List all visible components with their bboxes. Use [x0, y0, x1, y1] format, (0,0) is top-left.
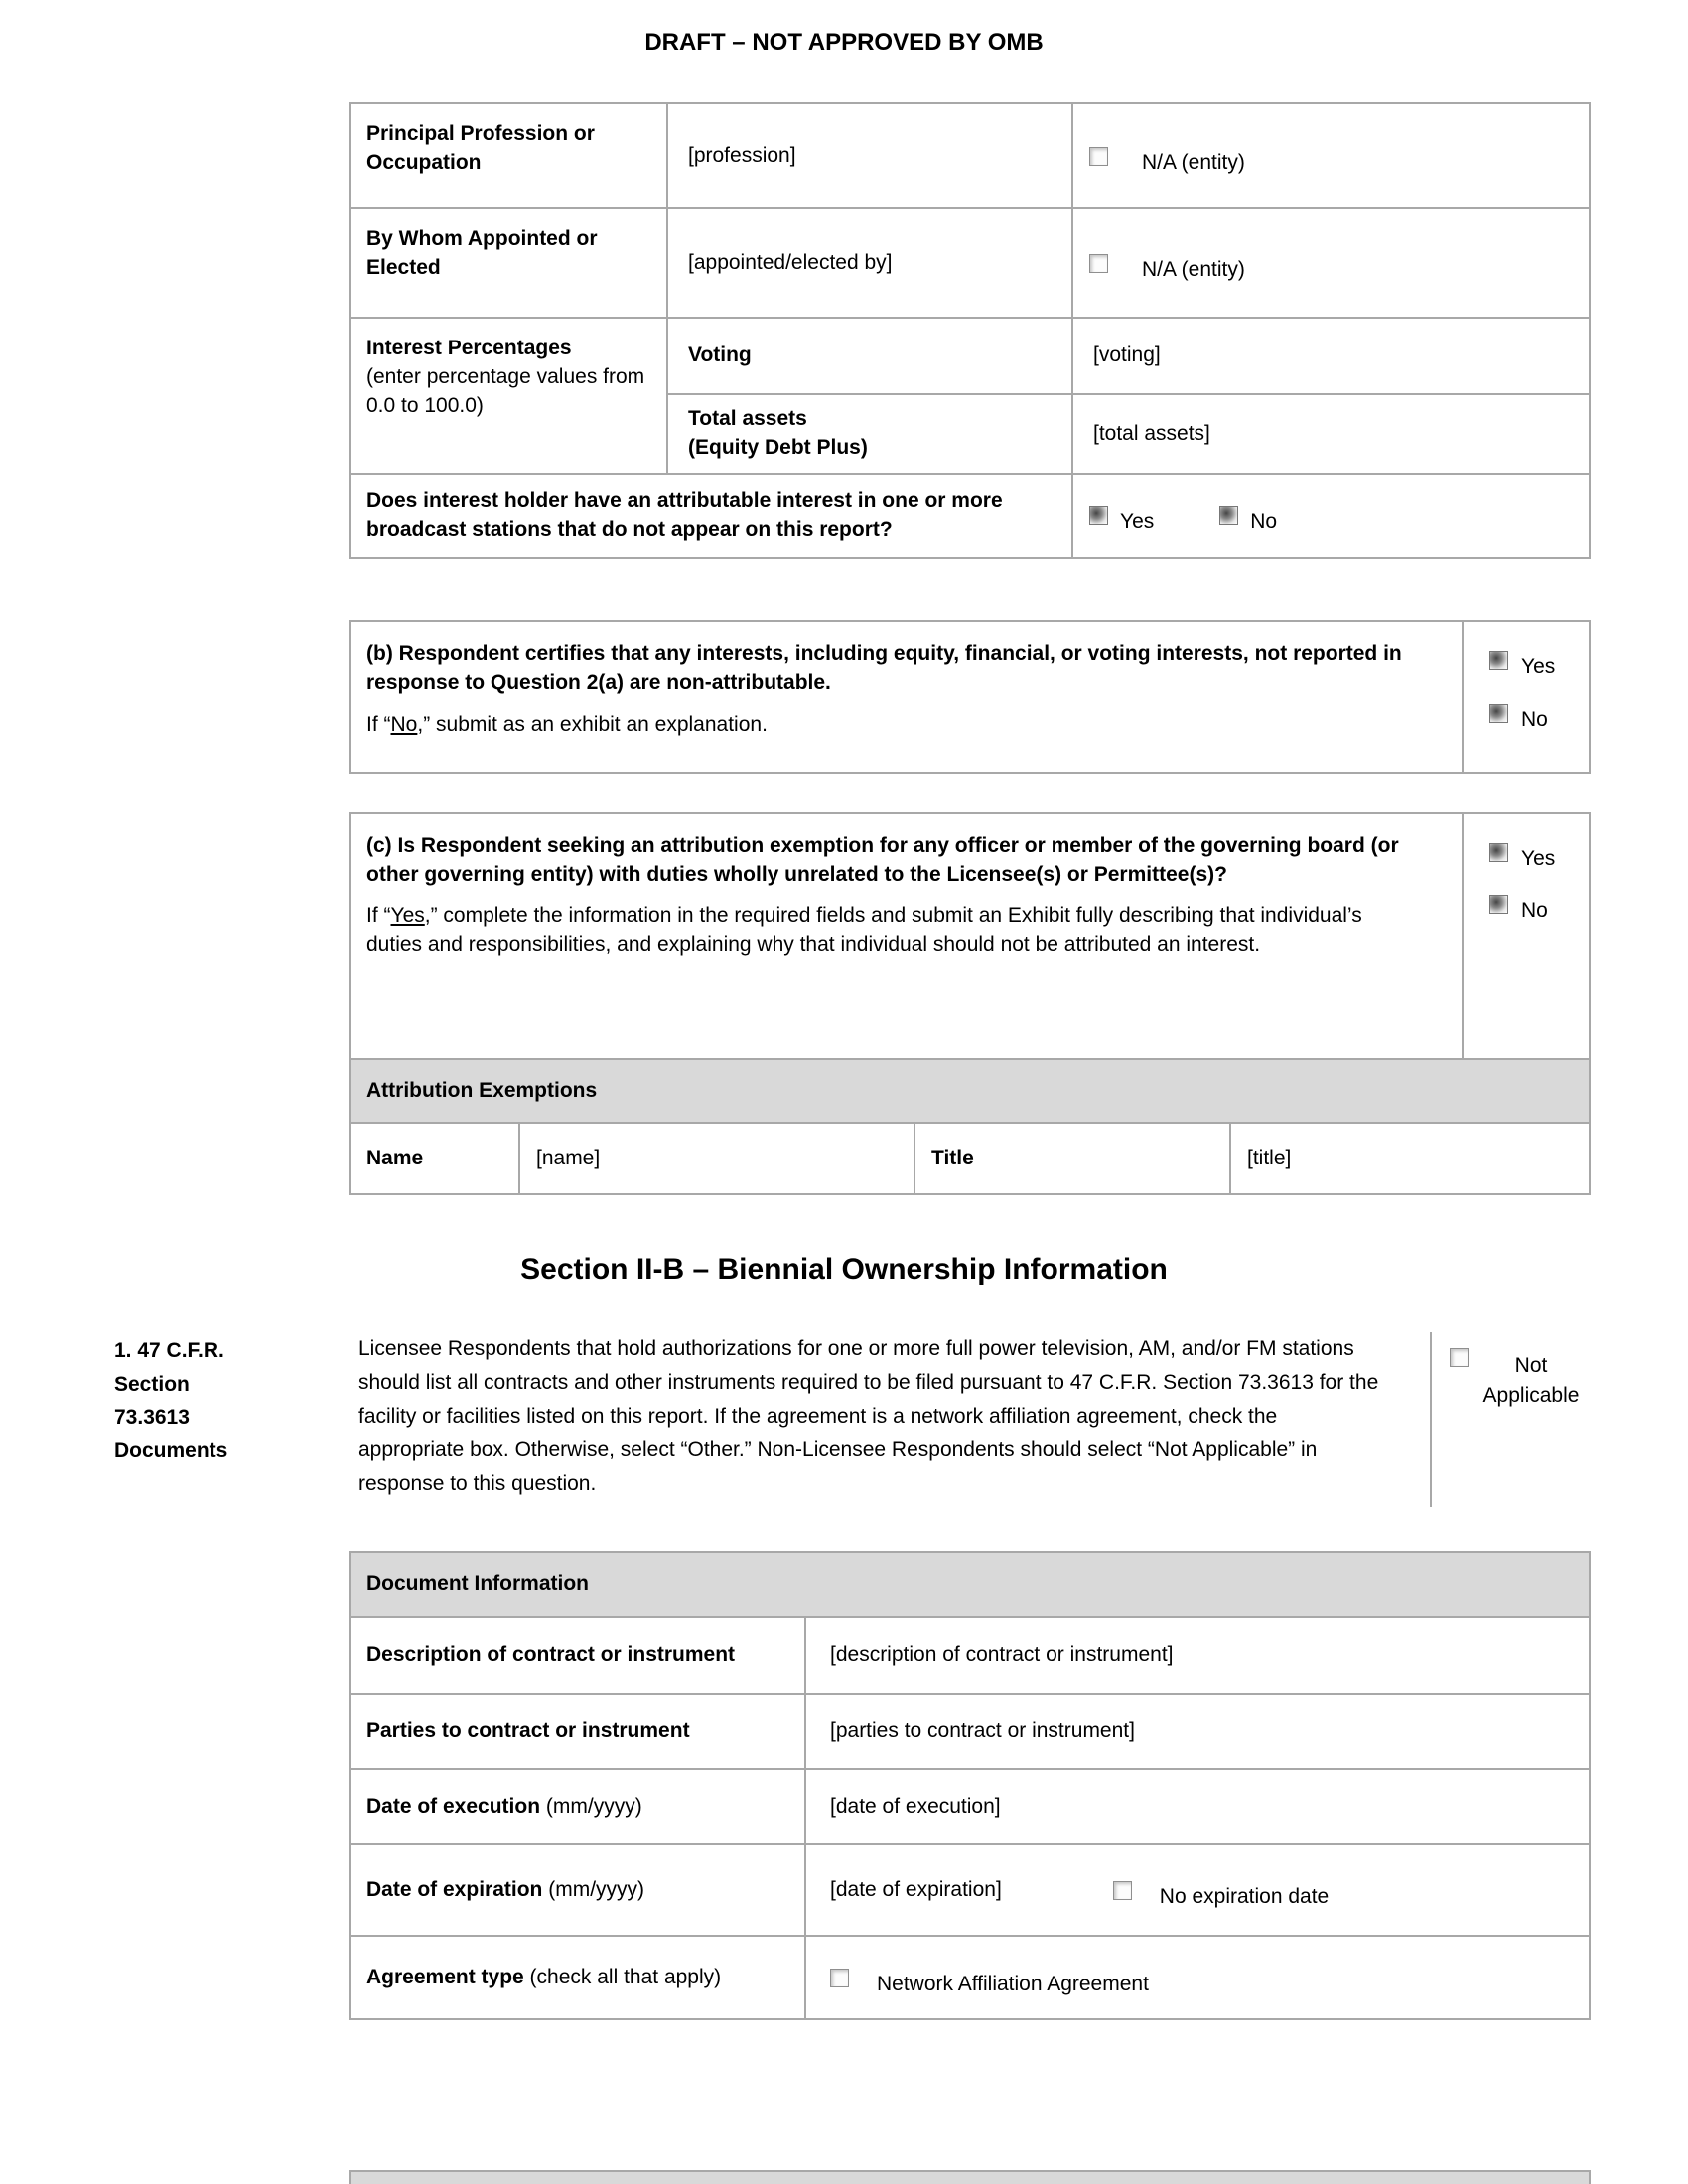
- description-placeholder[interactable]: [description of contract or instrument]: [830, 1643, 1174, 1667]
- interest-percentages-title: Interest Percentages: [366, 337, 572, 359]
- network-affiliation-label: Network Affiliation Agreement: [877, 1972, 1149, 1995]
- question-c-no-radio[interactable]: [1489, 895, 1508, 914]
- parties-row: [351, 1695, 1589, 1770]
- expiration-date-row: [351, 1845, 1589, 1937]
- attribution-exemptions-header: [349, 1060, 1591, 1124]
- parties-field[interactable]: [806, 1695, 1589, 1768]
- question-b-block: [349, 620, 1591, 774]
- document-information-header: [351, 1553, 1589, 1618]
- question-c-no-label: No: [1521, 898, 1548, 922]
- profession-na-cell: [1073, 104, 1591, 209]
- no-expiration-label: No expiration date: [1159, 1884, 1330, 1908]
- description-label: Description of contract or instrument: [351, 1618, 806, 1693]
- question-c-section: [349, 812, 1591, 1195]
- section-iib-heading: Section II-B – Biennial Ownership Information: [520, 1253, 1168, 1286]
- appointed-placeholder[interactable]: [appointed/elected by]: [688, 250, 893, 274]
- question-b-no-label: No: [1521, 707, 1548, 731]
- question-b-answer-cell: [1462, 622, 1589, 772]
- attributable-no-radio[interactable]: [1219, 506, 1238, 525]
- total-assets-label-cell: [668, 395, 1073, 475]
- question-c-yes-label: Yes: [1521, 847, 1556, 870]
- item1-block: [349, 1332, 1591, 1507]
- agreement-type-label: Agreement type (check all that apply): [351, 1937, 806, 2018]
- question-c-text-cell: [351, 814, 1462, 1058]
- expiration-date-field: [806, 1845, 1589, 1935]
- execution-date-field[interactable]: [806, 1770, 1589, 1843]
- not-applicable-checkbox[interactable]: [1450, 1348, 1469, 1367]
- profession-na-label: N/A (entity): [1142, 150, 1245, 174]
- attributable-interest-question: Does interest holder have an attributable interest in one or more broadcast stations that do not appear on this report?: [351, 475, 1073, 559]
- exemption-name-label: Name: [351, 1124, 520, 1193]
- question-c-answer-cell: [1462, 814, 1589, 1058]
- question-c-if-word: Yes: [390, 903, 425, 927]
- question-c-statement: (c) Is Respondent seeking an attribution exemption for any officer or member of the governing board (or other governing entity) with duties wholly unrelated to the Licensee(s) or Permittee(s)?: [366, 834, 1399, 886]
- question-b-no-option: [1489, 699, 1589, 731]
- total-assets-label: Total assets (Equity Debt Plus): [688, 407, 868, 459]
- total-assets-placeholder[interactable]: [total assets]: [1093, 421, 1210, 445]
- voting-field[interactable]: [1073, 319, 1591, 395]
- profession-placeholder[interactable]: [profession]: [688, 143, 796, 167]
- execution-date-label: Date of execution (mm/yyyy): [351, 1770, 806, 1843]
- interest-percentages-sublabel: (enter percentage values from 0.0 to 100.0): [366, 364, 645, 417]
- document-information-title: Document Information: [366, 1571, 589, 1595]
- network-affiliation-group: [830, 1964, 1149, 1995]
- question-b-instruction: If “No,” submit as an exhibit an explanation.: [366, 712, 768, 736]
- parties-label: Parties to contract or instrument: [351, 1695, 806, 1768]
- attributable-interest-answer-cell: [1073, 475, 1591, 559]
- voting-label: Voting: [688, 343, 752, 367]
- network-affiliation-checkbox[interactable]: [830, 1969, 849, 1987]
- question-c-yes-option: [1489, 838, 1589, 870]
- appointed-na-checkbox[interactable]: [1089, 254, 1108, 273]
- next-section-header-band: [349, 2170, 1591, 2184]
- question-b-yes-option: [1489, 646, 1589, 678]
- question-c-instruction: If “Yes,” complete the information in the required fields and submit an Exhibit fully describing that individual’s duties and responsibilities, and explaining why that individual should not be attributed an interest.: [366, 903, 1362, 956]
- question-b-yes-label: Yes: [1521, 655, 1556, 678]
- profession-field[interactable]: [668, 104, 1073, 209]
- expiration-date-placeholder[interactable]: [date of expiration]: [830, 1877, 1002, 1901]
- attribution-exemptions-title: Attribution Exemptions: [366, 1078, 598, 1102]
- profession-na-checkbox[interactable]: [1089, 147, 1108, 166]
- document-information-table: [349, 1551, 1591, 2020]
- description-row: [351, 1618, 1589, 1695]
- attributable-no-label: No: [1250, 510, 1278, 534]
- attribution-exemption-row: [349, 1124, 1591, 1195]
- voting-label-cell: [668, 319, 1073, 395]
- execution-date-placeholder[interactable]: [date of execution]: [830, 1794, 1001, 1818]
- interest-holder-table: [349, 102, 1591, 559]
- expiration-date-label: Date of expiration (mm/yyyy): [351, 1845, 806, 1935]
- appointed-na-label: N/A (entity): [1142, 257, 1245, 281]
- no-expiration-group: [1113, 1876, 1330, 1908]
- appointed-label: By Whom Appointed or Elected: [351, 209, 668, 319]
- exemption-title-field[interactable]: [title]: [1247, 1146, 1292, 1169]
- question-b-no-radio[interactable]: [1489, 704, 1508, 723]
- question-c-block: [349, 812, 1591, 1060]
- appointed-field[interactable]: [668, 209, 1073, 319]
- attributable-yes-label: Yes: [1120, 510, 1155, 534]
- attributable-yes-radio[interactable]: [1089, 506, 1108, 525]
- question-b-if-word: No: [390, 712, 418, 736]
- no-expiration-checkbox[interactable]: [1113, 1881, 1132, 1900]
- question-b-yes-radio[interactable]: [1489, 651, 1508, 670]
- interest-percentages-label: [351, 319, 668, 475]
- draft-notice: DRAFT – NOT APPROVED BY OMB: [644, 29, 1044, 56]
- total-assets-field[interactable]: [1073, 395, 1591, 475]
- agreement-type-row: [351, 1937, 1589, 2018]
- question-b-statement: (b) Respondent certifies that any interests, including equity, financial, or voting interests, not reported in response to Question 2(a) are non-attributable.: [366, 642, 1402, 694]
- exemption-title-label: Title: [915, 1124, 1231, 1193]
- not-applicable-cell: [1430, 1332, 1591, 1507]
- item1-sidebar-label: 1. 47 C.F.R. Section 73.3613 Documents: [114, 1339, 228, 1462]
- execution-date-row: [351, 1770, 1589, 1845]
- appointed-na-cell: [1073, 209, 1591, 319]
- parties-placeholder[interactable]: [parties to contract or instrument]: [830, 1718, 1135, 1742]
- description-field[interactable]: [806, 1618, 1589, 1693]
- not-applicable-label: Not Applicable: [1482, 1354, 1580, 1408]
- question-c-yes-radio[interactable]: [1489, 843, 1508, 862]
- profession-label: Principal Profession or Occupation: [351, 104, 668, 209]
- question-b-text-cell: [351, 622, 1462, 772]
- item1-instructions: Licensee Respondents that hold authorizations for one or more full power television, AM, and/or FM stations should list all contracts and other instruments required to be filed pursuant to 47 C.F.R. Section 73.3613 for the facility or facilities listed on this report. If the agreement is a network affiliation agreement, check the appropriate box. Otherwise, select “Other.” Non-Licensee Respondents should select “Not Applicable” in response to this question.: [358, 1337, 1379, 1496]
- voting-placeholder[interactable]: [voting]: [1093, 343, 1161, 367]
- agreement-type-field: [806, 1937, 1589, 2018]
- question-c-no-option: [1489, 890, 1589, 922]
- exemption-name-field[interactable]: [name]: [520, 1124, 915, 1193]
